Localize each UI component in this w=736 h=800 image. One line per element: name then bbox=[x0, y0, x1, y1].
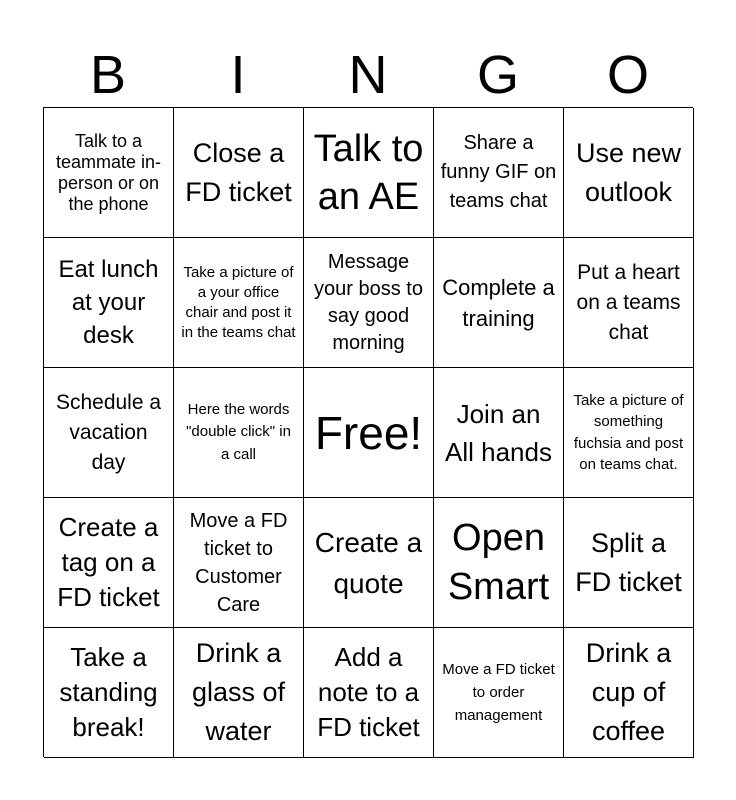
bingo-cell-r5c2[interactable] bbox=[174, 628, 304, 758]
cell-text: Drink a glass of water bbox=[191, 638, 286, 746]
bingo-cell-r2c4[interactable] bbox=[434, 238, 564, 368]
bingo-cell-r2c5[interactable] bbox=[564, 238, 694, 368]
header-letter-n: N bbox=[348, 45, 388, 105]
bingo-cell-r5c1[interactable] bbox=[44, 628, 174, 758]
cell-text: Create a quote bbox=[314, 526, 423, 599]
cell-text: Free! bbox=[314, 406, 423, 459]
bingo-cell-r2c3[interactable] bbox=[304, 238, 434, 368]
bingo-card bbox=[43, 107, 693, 757]
bingo-cell-r1c2[interactable] bbox=[174, 108, 304, 238]
bingo-cell-r3c1[interactable] bbox=[44, 368, 174, 498]
cell-text: Create a tag on a FD ticket bbox=[57, 512, 160, 612]
bingo-cell-r1c1[interactable] bbox=[44, 108, 174, 238]
header-letter-i: I bbox=[230, 45, 246, 105]
cell-text: Drink a cup of coffee bbox=[585, 638, 672, 746]
bingo-cell-r2c2[interactable] bbox=[174, 238, 304, 368]
cell-text: Complete a training bbox=[442, 274, 555, 331]
cell-text: Message your boss to say good morning bbox=[314, 250, 423, 354]
bingo-cell-r4c3[interactable] bbox=[304, 498, 434, 628]
cell-text: Move a FD ticket to Customer Care bbox=[189, 509, 288, 616]
bingo-cell-r5c5[interactable] bbox=[564, 628, 694, 758]
cell-text: Use new outlook bbox=[575, 137, 682, 207]
cell-text: Take a picture of a your office chair and post it in the teams chat bbox=[181, 263, 296, 341]
cell-text: Close a FD ticket bbox=[185, 137, 292, 207]
cell-text: Join an All hands bbox=[445, 398, 552, 467]
cell-text: Add a note to a FD ticket bbox=[317, 642, 420, 742]
bingo-header bbox=[43, 44, 693, 106]
cell-text: Eat lunch at your desk bbox=[58, 256, 159, 349]
bingo-cell-r3c2[interactable] bbox=[174, 368, 304, 498]
bingo-cell-r5c4[interactable] bbox=[434, 628, 564, 758]
bingo-cell-r4c1[interactable] bbox=[44, 498, 174, 628]
cell-text: Split a FD ticket bbox=[575, 527, 682, 597]
cell-text: Take a picture of something fuchsia and post on teams chat. bbox=[573, 391, 684, 473]
bingo-cell-r3c4[interactable] bbox=[434, 368, 564, 498]
bingo-cell-r1c3[interactable] bbox=[304, 108, 434, 238]
bingo-cell-r3c3[interactable] bbox=[304, 368, 434, 498]
cell-text: Talk to an AE bbox=[313, 127, 424, 218]
bingo-cell-r3c5[interactable] bbox=[564, 368, 694, 498]
cell-text: Put a heart on a teams chat bbox=[576, 260, 681, 344]
bingo-cell-r5c3[interactable] bbox=[304, 628, 434, 758]
bingo-cell-r2c1[interactable] bbox=[44, 238, 174, 368]
bingo-cell-r1c4[interactable] bbox=[434, 108, 564, 238]
cell-text: Move a FD ticket to order management bbox=[442, 661, 555, 724]
cell-text: Schedule a vacation day bbox=[55, 390, 162, 474]
cell-text: Share a funny GIF on teams chat bbox=[440, 132, 557, 212]
header-letter-b: B bbox=[89, 45, 127, 105]
bingo-cell-r4c2[interactable] bbox=[174, 498, 304, 628]
header-letter-o: O bbox=[606, 45, 649, 105]
bingo-cell-r1c5[interactable] bbox=[564, 108, 694, 238]
cell-text: Take a standing break! bbox=[59, 642, 158, 742]
bingo-cell-r4c4[interactable] bbox=[434, 498, 564, 628]
cell-text: Talk to a teammate in-person or on the phone bbox=[55, 130, 162, 214]
cell-text: Here the words "double click" in a call bbox=[186, 400, 291, 463]
header-letter-g: G bbox=[476, 45, 519, 105]
cell-text: Open Smart bbox=[447, 516, 550, 608]
bingo-cell-r4c5[interactable] bbox=[564, 498, 694, 628]
